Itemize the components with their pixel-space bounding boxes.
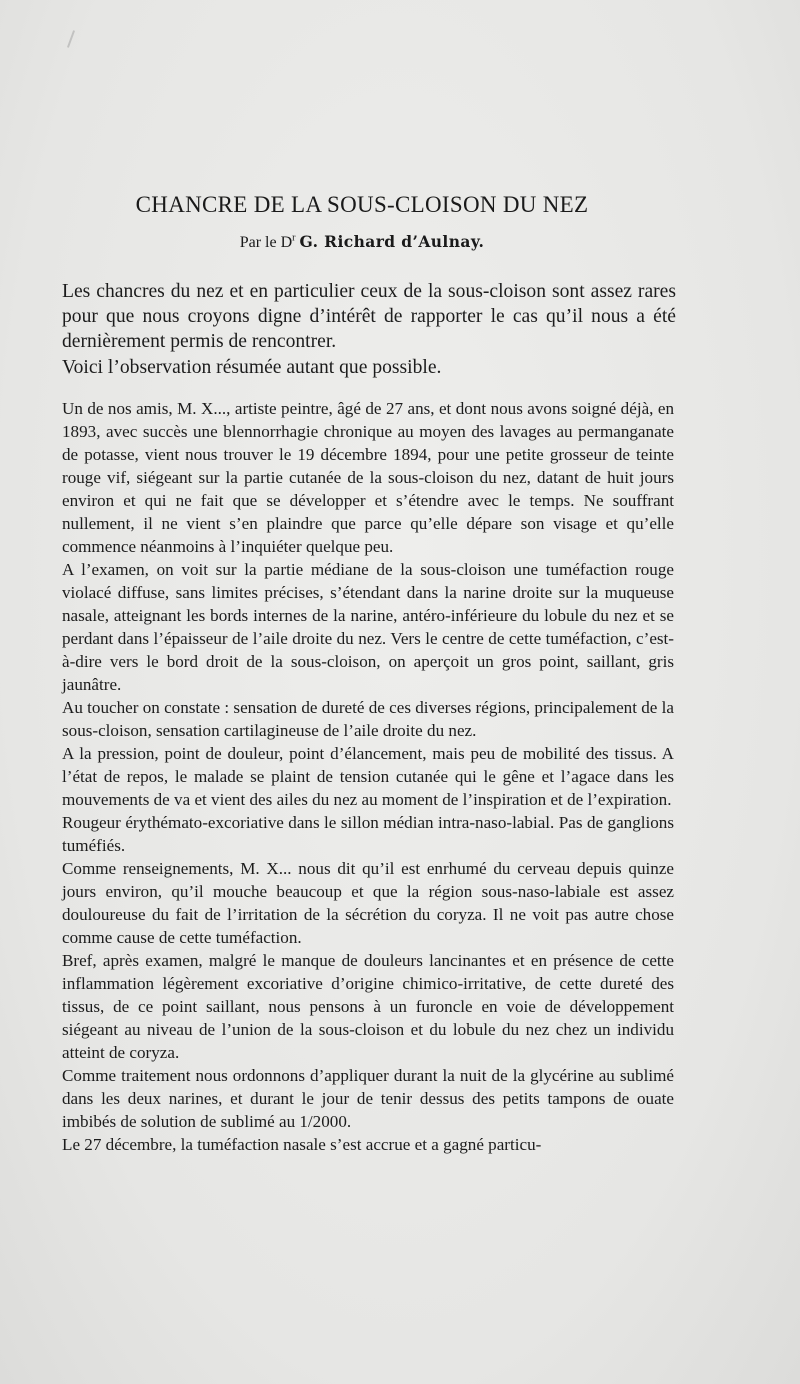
byline-prefix: Par le D <box>239 234 293 251</box>
body-paragraph: Bref, après examen, malgré le manque de douleurs lancinantes et en présence de cette inflammation légèrement excoriative d’origine chimico-irritative, de cette dureté des tissus, de ce point saillant, nous pensons à un furoncle en voie de développement siégeant au niveau de l’union de la sous-cloison et du lobule du nez chez un individu atteint de coryza. <box>62 951 674 1062</box>
body-paragraph: Comme renseignements, M. X... nous dit qu’il est enrhumé du cerveau depuis quinze jours environ, qu’il mouche beaucoup et que la région sous-naso-labiale est assez douloureuse du fait de l’irritation de la sécrétion du coryza. Il ne voit pas autre chose comme cause de cette tuméfaction. <box>62 859 674 947</box>
article-title: CHANCRE DE LA SOUS-CLOISON DU NEZ <box>135 192 589 217</box>
body-paragraph: Rougeur érythémato-excoriative dans le sillon médian intra-naso-labial. Pas de ganglions tuméfiés. <box>62 813 674 855</box>
body-paragraph: Au toucher on constate : sensation de dureté de ces diverses régions, principalement de la sous-cloison, sensation cartilagineuse de l’aile droite du nez. <box>62 698 674 740</box>
body-paragraph: Comme traitement nous ordonnons d’appliquer durant la nuit de la glycérine au sublimé dans les deux narines, et durant le jour de tenir dessus des petits tampons de ouate imbibés de solution de sublimé au 1/2000. <box>62 1066 674 1131</box>
paper-mark <box>67 30 75 48</box>
article-byline <box>0 232 724 252</box>
body-paragraph: A la pression, point de douleur, point d’élancement, mais peu de mobilité des tissus. A l’état de repos, le malade se plaint de tension cutanée qui le gêne et l’agace dans les mouvements de va et vient des ailes du nez au moment de l’inspiration et de l’expiration. <box>62 744 674 809</box>
byline-author: G. Richard d’Aulnay. <box>299 232 485 251</box>
body-paragraph: Un de nos amis, M. X..., artiste peintre, âgé de 27 ans, et dont nous avons soigné déjà, en 1893, avec succès une blennorrhagie chronique au moyen des lavages au permanganate de potasse, vient nous trouver le 19 décembre 1894, pour une petite grosseur de teinte rouge vif, siégeant sur la partie cutanée de la sous-cloison du nez, datant de huit jours environ et qui ne fait que se développer et s’étendre avec le temps. Ne souffrant nullement, il ne vient s’en plaindre que parce qu’elle dépare son visage et qu’elle commence néanmoins à l’inquiéter quelque peu. <box>62 399 674 556</box>
body-paragraph: Le 27 décembre, la tuméfaction nasale s’est accrue et a gagné particu- <box>62 1135 542 1154</box>
intro-paragraph: Voici l’observation résumée autant que possible. <box>62 356 442 378</box>
intro-section <box>62 279 676 380</box>
body-section <box>62 397 674 1156</box>
intro-paragraph: Les chancres du nez et en particulier ceux de la sous-cloison sont assez rares pour que nous croyons digne d’intérêt de rapporter le cas qu’il nous a été dernièrement permis de rencontrer. <box>62 281 676 353</box>
body-paragraph: A l’examen, on voit sur la partie médiane de la sous-cloison une tuméfaction rouge violacé diffuse, sans limites précises, s’étendant dans la narine droite sur la muqueuse nasale, atteignant les bords internes de la narine, antéro-inférieure du lobule du nez et se perdant dans l’épaisseur de l’aile droite du nez. Vers le centre de cette tuméfaction, c’est-à-dire vers le bord droit de la sous-cloison, on aperçoit un gros point, saillant, gris jaunâtre. <box>62 560 674 694</box>
byline-superscript: r <box>292 232 296 244</box>
